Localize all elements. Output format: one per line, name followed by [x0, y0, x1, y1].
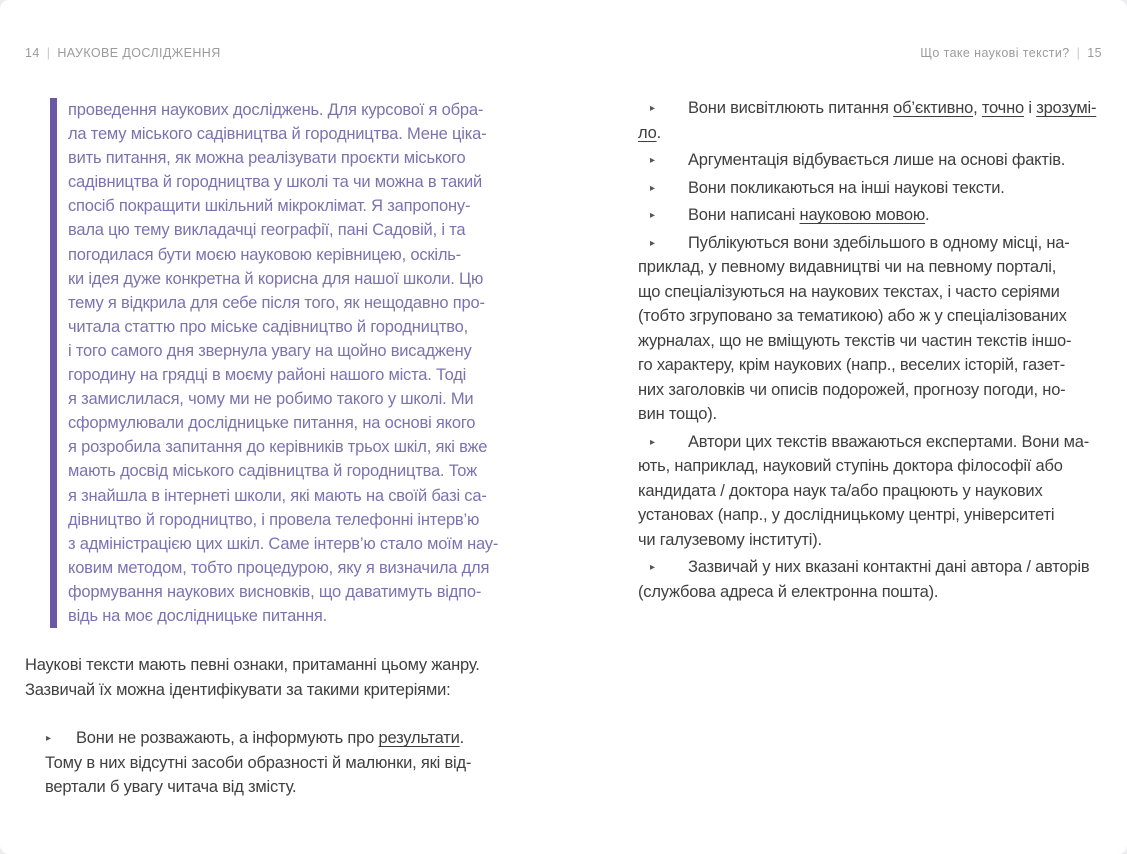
bullet-text: Аргументація відбувається лише на основі фактів. — [688, 151, 1066, 169]
bullet-item — [45, 726, 545, 800]
bullet-text: Автори цих текстів вважаються експертами. Вони ма- ють, наприклад, науковий ступінь доктора філософії або кандидата / доктора наук та/або працюють у наукових установах (напр., у дослідницькому центрі, університеті чи галузевому інституті). — [638, 432, 1090, 549]
bullet-text: Публікуються вони здебільшого в одному місці, на- приклад, у певному видавництві чи на певному порталі, що спеціалізуються на наукових текстах, і часто серіями (тобто згруповано за тематикою) або ж у спеціалізованих журналах, що не вміщують текстів чи частин текстів іншо- го характеру, крім наукових (напр., веселих історій, газет- них заголовків чи описів подорожей, прогнозу погоди, но- вин тощо). — [638, 233, 1072, 423]
right-page-title: Що таке наукові тексти? — [920, 46, 1070, 60]
bullet-item — [638, 176, 1118, 201]
triangle-bullet-icon: ▸ — [650, 237, 655, 249]
left-page-header — [25, 46, 221, 60]
triangle-bullet-icon: ▸ — [650, 182, 655, 194]
left-bullet-list — [45, 726, 545, 800]
triangle-bullet-icon: ▸ — [46, 733, 51, 744]
bullet-item — [638, 96, 1118, 145]
left-page-number: 14 — [25, 46, 40, 60]
right-page-number: 15 — [1087, 46, 1102, 60]
bullet-item — [638, 555, 1118, 604]
bullet-text: Вони написані науковою мовою. — [688, 206, 930, 224]
header-divider: | — [1076, 46, 1081, 60]
triangle-bullet-icon: ▸ — [650, 103, 655, 114]
bullet-item — [638, 430, 1118, 553]
header-divider: | — [46, 46, 51, 60]
triangle-bullet-icon: ▸ — [650, 562, 655, 573]
triangle-bullet-icon: ▸ — [650, 155, 655, 166]
triangle-bullet-icon: ▸ — [650, 210, 655, 221]
left-page-title: НАУКОВЕ ДОСЛІДЖЕННЯ — [57, 46, 221, 60]
bullet-item — [638, 203, 1118, 228]
bullet-text: Вони покликаються на інші наукові тексти. — [688, 178, 1005, 197]
bullet-text: Зазвичай у них вказані контактні дані автора / авторів (службова адреса й електронна пошта). — [638, 558, 1090, 601]
bullet-text: Вони висвітлюють питання об’єктивно, точно і зрозумі- ло. — [638, 99, 1097, 142]
bullet-text: Вони не розважають, а інформують про результати. Тому в них відсутні засоби образності й малюнки, які від- вертали б увагу читача від змісту. — [45, 729, 472, 796]
bullet-item — [638, 231, 1118, 427]
body-paragraph: Наукові тексти мають певні ознаки, притаманні цьому жанру. Зазвичай їх можна ідентифікувати за такими критеріями: — [25, 656, 480, 699]
pull-quote-block: проведення наукових досліджень. Для курсової я обра- ла тему міського садівництва й городництва. Мене ціка- вить питання, як можна реалізувати проєкти міського садівництва й городництва у школі та чи можна в такий спосіб покращити шкільний мікроклімат. Я запропону- вала цю тему викладачці географії, пані Садовій, і та погодилася бути моєю науковою керівницею, оскіль- ки ідея дуже конкретна й корисна для нашої школи. Цю тему я відкрила для себе після того, як нещодавно про- читала статтю про міське садівництво й городництво, і того самого дня звернула увагу на щойно висаджену городину на грядці в моєму районі нашого міста. Тоді я замислилася, чому ми не робимо такого у школі. Ми сформулювали дослідницьке питання, на основі якого я розробила запитання до керівників трьох шкіл, які вже мають досвід міського садівництва й городництва. Тож я знайшла в інтернеті школи, які мають на своїй базі са- дівництво й городництво, і провела телефонні інтерв’ю з адміністрацією цих шкіл. Саме інтерв’ю стало моїм нау- ковим методом, тобто процедурою, яку я визначила для формування наукових висновків, що даватимуть відпо- відь на моє дослідницьке питання. — [50, 98, 538, 628]
triangle-bullet-icon: ▸ — [650, 436, 655, 448]
bullet-item — [638, 148, 1118, 173]
right-bullet-list — [638, 96, 1118, 604]
right-page-header — [920, 46, 1102, 60]
